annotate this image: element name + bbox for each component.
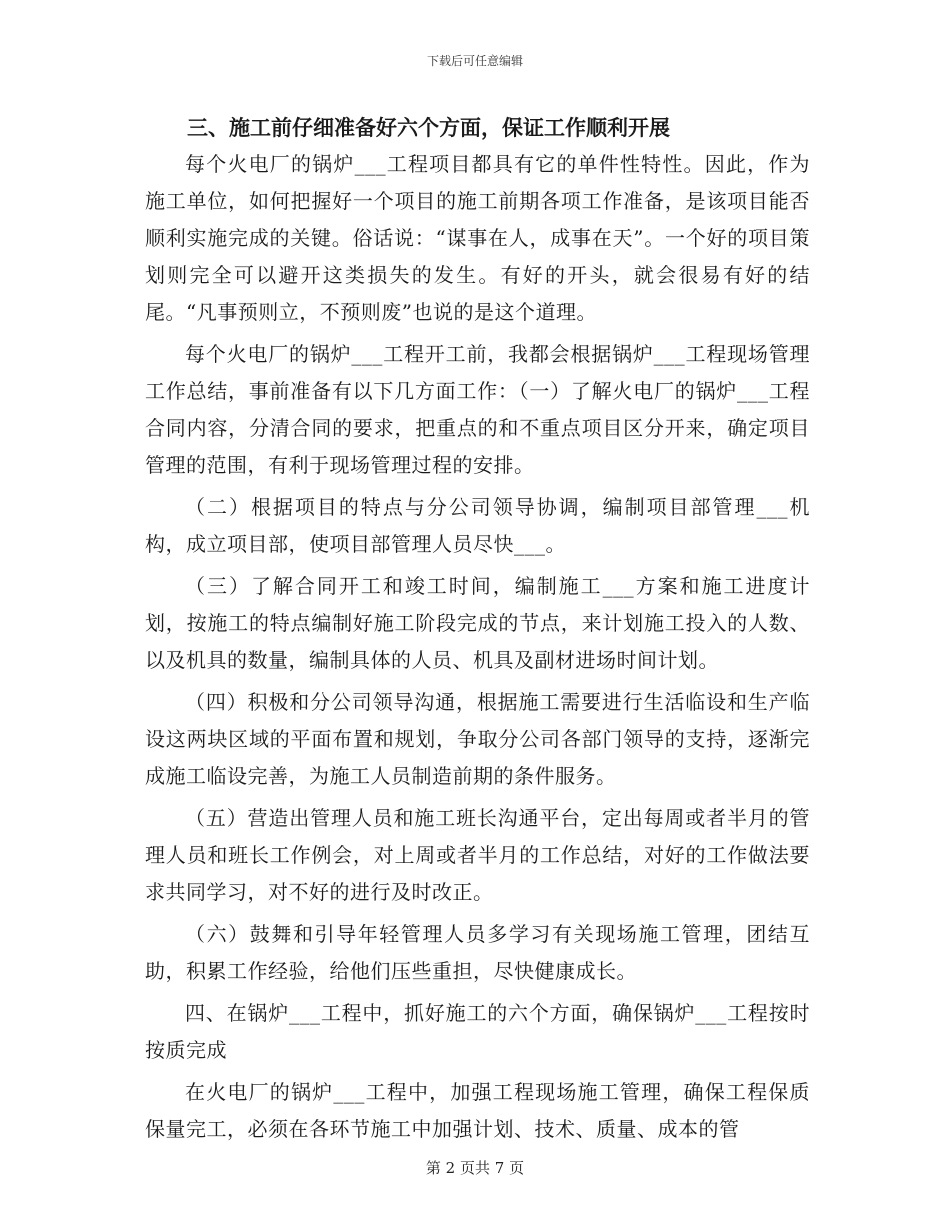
paragraph-6: （五）营造出管理人员和施工班长沟通平台，定出每周或者半月的管理人员和班长工作例会，对上周或者半月的工作总结，对好的工作做法要求共同学习，对不好的进行及时改正。 [145, 806, 810, 904]
paragraph-4: （三）了解合同开工和竣工时间，编制施工___方案和施工进度计划，按施工的特点编制好施工阶段完成的节点，来计划施工投入的人数、以及机具的数量，编制具体的人员、机具及副材进场时间计划。 [145, 574, 810, 672]
paragraph-3: （二）根据项目的特点与分公司领导协调，编制项目部管理___机构，成立项目部，使项目部管理人员尽快___。 [145, 495, 810, 556]
paragraph-1: 每个火电厂的锅炉___工程项目都具有它的单件性特性。因此，作为施工单位，如何把握好一个项目的施工前期各项工作准备，是该项目能否顺利实施完成的关键。俗话说：“谋事在人，成事在天”。一个好的项目策划则完全可以避开这类损失的发生。有好的开头，就会很易有好的结尾。“凡事预则立，不预则废”也说的是这个道理。 [145, 152, 810, 324]
paragraph-9: 在火电厂的锅炉___工程中，加强工程现场施工管理，确保工程保质保量完工，必须在各环节施工中加强计划、技术、质量、成本的管 [145, 1080, 810, 1141]
document-body [145, 110, 810, 1153]
paragraph-7: （六）鼓舞和引导年轻管理人员多学习有关现场施工管理，团结互助，积累工作经验，给他们压些重担，尽快健康成长。 [145, 922, 810, 983]
page-header: 下载后可任意编辑 [426, 54, 523, 68]
section-heading: 三、施工前仔细准备好六个方面，保证工作顺利开展 [187, 115, 670, 140]
paragraph-8: 四、在锅炉___工程中，抓好施工的六个方面，确保锅炉___工程按时按质完成 [145, 1001, 810, 1062]
page-footer: 第 2 页共 7 页 [425, 1159, 525, 1177]
paragraph-2: 每个火电厂的锅炉___工程开工前，我都会根据锅炉___工程现场管理工作总结，事前准备有以下几方面工作：（一）了解火电厂的锅炉___工程合同内容，分清合同的要求，把重点的和不重点项目区分开来，确定项目管理的范围，有利于现场管理过程的安排。 [145, 342, 810, 477]
paragraph-5: （四）积极和分公司领导沟通，根据施工需要进行生活临设和生产临设这两块区域的平面布置和规划，争取分公司各部门领导的支持，逐渐完成施工临设完善，为施工人员制造前期的条件服务。 [145, 690, 810, 788]
